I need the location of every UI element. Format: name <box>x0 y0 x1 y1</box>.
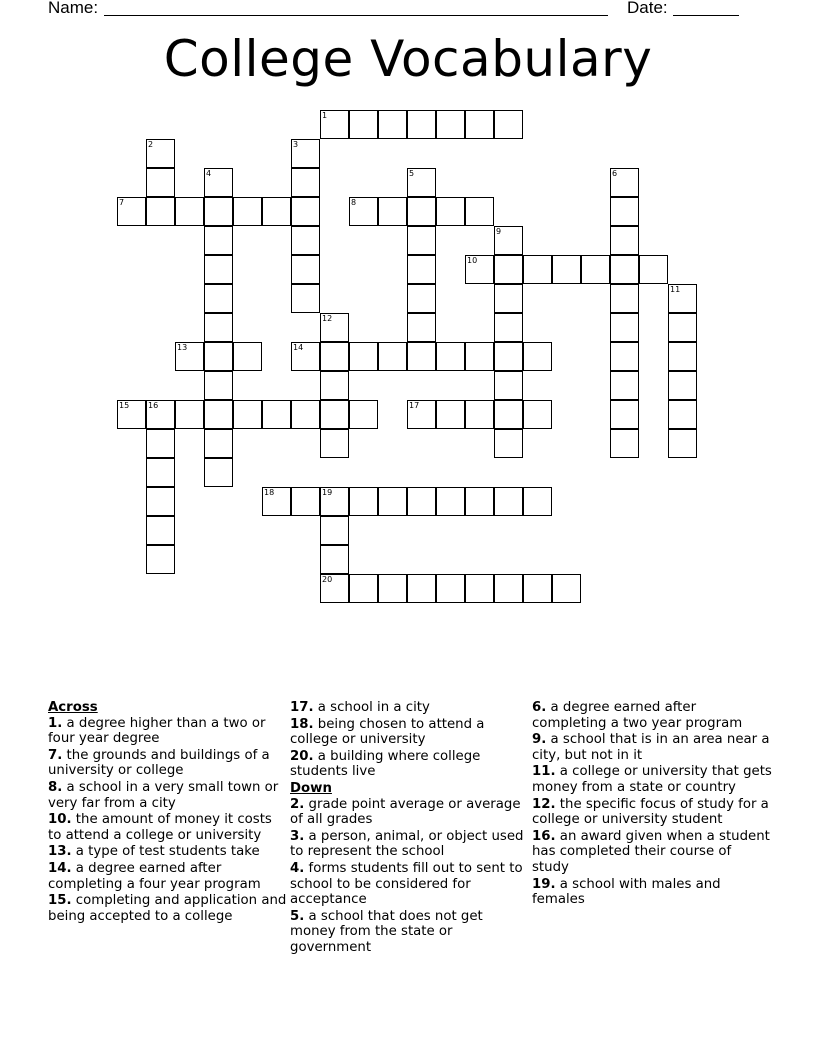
down-heading: Down <box>290 780 332 796</box>
crossword-cell[interactable] <box>117 400 146 429</box>
down-clue <box>532 764 772 795</box>
clue-number: 20 <box>322 575 333 584</box>
crossword-cell[interactable] <box>552 574 581 603</box>
name-label: Name: <box>48 0 99 17</box>
clue-text: the amount of money it costs to attend a college or university <box>48 812 272 843</box>
down-clue <box>290 797 530 828</box>
down-clue <box>532 732 772 763</box>
crossword-cell[interactable] <box>494 371 523 400</box>
crossword-cell[interactable] <box>320 429 349 458</box>
crossword-cell[interactable] <box>523 342 552 371</box>
crossword-cell[interactable] <box>378 110 407 139</box>
crossword-cell[interactable] <box>204 458 233 487</box>
clue-number-label: 2. <box>290 796 305 812</box>
crossword-cell[interactable] <box>610 371 639 400</box>
crossword-cell[interactable] <box>610 226 639 255</box>
across-clue <box>290 717 530 748</box>
clue-text: a school in a very small town or very far from a city <box>48 779 279 811</box>
crossword-cell[interactable] <box>378 197 407 226</box>
clue-number-label: 16. <box>532 828 556 844</box>
crossword-cell[interactable] <box>146 429 175 458</box>
crossword-cell[interactable] <box>146 487 175 516</box>
clue-text: an award given when a student has completed their course of study <box>532 828 770 875</box>
crossword-cell[interactable] <box>204 429 233 458</box>
crossword-cell[interactable] <box>465 255 494 284</box>
clue-number: 18 <box>264 488 275 497</box>
crossword-cell[interactable] <box>668 429 697 458</box>
crossword-cell[interactable] <box>523 255 552 284</box>
crossword-cell[interactable] <box>146 168 175 197</box>
clue-number-label: 3. <box>290 828 305 844</box>
crossword-cell[interactable] <box>523 487 552 516</box>
clue-number: 19 <box>322 488 333 497</box>
crossword-cell[interactable] <box>465 574 494 603</box>
clue-number-label: 18. <box>290 716 314 732</box>
clue-text: a college or university that gets money from a state or country <box>532 764 772 795</box>
crossword-cell[interactable] <box>204 313 233 342</box>
page-title: College Vocabulary <box>163 30 653 88</box>
clue-text: a degree higher than a two or four year degree <box>48 715 266 747</box>
crossword-cell[interactable] <box>407 197 436 226</box>
down-clue <box>290 909 530 956</box>
clue-number: 6 <box>612 169 618 178</box>
clue-text: a type of test students take <box>75 844 260 860</box>
clue-number: 11 <box>670 285 681 294</box>
crossword-cell[interactable] <box>465 487 494 516</box>
clue-number-label: 5. <box>290 908 305 924</box>
crossword-cell[interactable] <box>349 197 378 226</box>
crossword-cell[interactable] <box>146 545 175 574</box>
crossword-cell[interactable] <box>494 574 523 603</box>
crossword-cell[interactable] <box>233 400 262 429</box>
crossword-cell[interactable] <box>436 400 465 429</box>
crossword-cell[interactable] <box>407 487 436 516</box>
crossword-cell[interactable] <box>291 168 320 197</box>
date-label: Date: <box>627 0 668 17</box>
clue-number-label: 14. <box>48 860 72 876</box>
crossword-cell[interactable] <box>494 110 523 139</box>
clue-text: being chosen to attend a college or university <box>290 716 485 748</box>
clue-number-label: 12. <box>532 796 556 812</box>
crossword-cell[interactable] <box>204 255 233 284</box>
clue-number-label: 7. <box>48 747 63 763</box>
crossword-cell[interactable] <box>291 342 320 371</box>
across-clue-list-cont <box>290 700 530 780</box>
clue-number: 13 <box>177 343 188 352</box>
clue-number-label: 19. <box>532 876 556 892</box>
crossword-cell[interactable] <box>204 226 233 255</box>
crossword-cell[interactable] <box>233 197 262 226</box>
clue-text: a person, animal, or object used to represent the school <box>290 828 524 860</box>
clue-text: forms students fill out to sent to school to be considered for acceptance <box>290 860 523 908</box>
crossword-cell[interactable] <box>610 197 639 226</box>
crossword-cell[interactable] <box>349 487 378 516</box>
clue-text: completing and application and being accepted to a college <box>48 893 287 924</box>
crossword-cell[interactable] <box>407 255 436 284</box>
crossword-cell[interactable] <box>494 400 523 429</box>
across-clue <box>48 861 288 892</box>
clue-text: grade point average or average of all grades <box>290 796 521 828</box>
crossword-cell[interactable] <box>262 487 291 516</box>
crossword-cell[interactable] <box>639 255 668 284</box>
crossword-cell[interactable] <box>291 400 320 429</box>
crossword-cell[interactable] <box>465 197 494 226</box>
crossword-cell[interactable] <box>668 284 697 313</box>
across-clue <box>48 893 288 924</box>
across-clue <box>48 780 288 811</box>
crossword-cell[interactable] <box>668 400 697 429</box>
clue-number-label: 11. <box>532 764 556 780</box>
crossword-cell[interactable] <box>175 197 204 226</box>
clue-text: a degree earned after completing a four year program <box>48 860 261 892</box>
clues-column-2 <box>290 700 530 957</box>
crossword-cell[interactable] <box>175 400 204 429</box>
crossword-cell[interactable] <box>494 313 523 342</box>
crossword-cell[interactable] <box>320 400 349 429</box>
crossword-cell[interactable] <box>610 400 639 429</box>
across-clue-list <box>48 716 288 925</box>
crossword-cell[interactable] <box>378 342 407 371</box>
clue-text: a school that is in an area near a city, but not in it <box>532 732 770 763</box>
clue-text: a degree earned after completing a two year program <box>532 700 743 731</box>
crossword-cell[interactable] <box>610 284 639 313</box>
crossword-cell[interactable] <box>349 342 378 371</box>
crossword-cell[interactable] <box>523 400 552 429</box>
crossword-cell[interactable] <box>610 255 639 284</box>
across-clue <box>290 700 530 716</box>
down-clue <box>532 700 772 731</box>
crossword-cell[interactable] <box>494 342 523 371</box>
crossword-cell[interactable] <box>291 197 320 226</box>
crossword-cell[interactable] <box>146 400 175 429</box>
crossword-cell[interactable] <box>407 400 436 429</box>
crossword-cell[interactable] <box>204 284 233 313</box>
crossword-cell[interactable] <box>117 197 146 226</box>
crossword-cell[interactable] <box>204 197 233 226</box>
crossword-cell[interactable] <box>320 110 349 139</box>
clue-number-label: 1. <box>48 715 63 731</box>
crossword-cell[interactable] <box>610 168 639 197</box>
clue-text: the grounds and buildings of a university or college <box>48 747 270 779</box>
crossword-cell[interactable] <box>291 487 320 516</box>
crossword-cell[interactable] <box>407 342 436 371</box>
down-clue <box>290 861 530 908</box>
crossword-cell[interactable] <box>262 197 291 226</box>
crossword-cell[interactable] <box>320 574 349 603</box>
clue-text: a school that does not get money from the state or government <box>290 908 483 955</box>
clue-text: the specific focus of study for a college or university student <box>532 796 769 828</box>
down-clue-list-cont <box>532 700 772 908</box>
crossword-cell[interactable] <box>494 487 523 516</box>
crossword-cell[interactable] <box>407 574 436 603</box>
clue-number: 9 <box>496 227 502 236</box>
clues-column-1 <box>48 700 288 925</box>
clue-number: 10 <box>467 256 478 265</box>
crossword-cell[interactable] <box>175 342 204 371</box>
crossword-cell[interactable] <box>320 487 349 516</box>
crossword-cell[interactable] <box>494 284 523 313</box>
clue-number: 7 <box>119 198 125 207</box>
clue-number-label: 8. <box>48 779 63 795</box>
crossword-cell[interactable] <box>436 197 465 226</box>
crossword-cell[interactable] <box>436 342 465 371</box>
crossword-cell[interactable] <box>436 487 465 516</box>
crossword-cell[interactable] <box>146 197 175 226</box>
across-heading: Across <box>48 700 98 715</box>
crossword-cell[interactable] <box>378 574 407 603</box>
clue-number-label: 13. <box>48 844 72 860</box>
crossword-cell[interactable] <box>436 110 465 139</box>
crossword-cell[interactable] <box>378 487 407 516</box>
crossword-cell[interactable] <box>233 342 262 371</box>
crossword-cell[interactable] <box>407 110 436 139</box>
clue-number-label: 10. <box>48 812 72 828</box>
crossword-cell[interactable] <box>204 342 233 371</box>
crossword-cell[interactable] <box>407 226 436 255</box>
across-clue <box>48 748 288 779</box>
crossword-cell[interactable] <box>349 110 378 139</box>
crossword-cell[interactable] <box>668 371 697 400</box>
across-clue <box>48 812 288 843</box>
crossword-cell[interactable] <box>494 226 523 255</box>
across-clue <box>48 716 288 747</box>
crossword-cell[interactable] <box>465 400 494 429</box>
clue-number: 12 <box>322 314 333 323</box>
clue-number: 17 <box>409 401 420 410</box>
crossword-cell[interactable] <box>291 139 320 168</box>
crossword-cell[interactable] <box>262 400 291 429</box>
crossword-cell[interactable] <box>668 313 697 342</box>
crossword-cell[interactable] <box>407 284 436 313</box>
clue-number: 14 <box>293 343 304 352</box>
crossword-cell[interactable] <box>291 284 320 313</box>
crossword-cell[interactable] <box>320 342 349 371</box>
down-clue <box>532 829 772 876</box>
clue-number: 1 <box>322 111 328 120</box>
clue-number-label: 9. <box>532 732 547 748</box>
clue-number: 8 <box>351 198 357 207</box>
crossword-cell[interactable] <box>146 516 175 545</box>
crossword-cell[interactable] <box>320 545 349 574</box>
crossword-cell[interactable] <box>204 400 233 429</box>
clue-number: 3 <box>293 140 299 149</box>
across-clue <box>290 749 530 780</box>
crossword-cell[interactable] <box>552 255 581 284</box>
clue-number-label: 6. <box>532 700 547 715</box>
down-clue <box>532 877 772 908</box>
crossword-cell[interactable] <box>581 255 610 284</box>
crossword-cell[interactable] <box>146 458 175 487</box>
clue-number: 4 <box>206 169 212 178</box>
clue-number-label: 20. <box>290 748 314 764</box>
clue-number: 5 <box>409 169 415 178</box>
crossword-cell[interactable] <box>349 400 378 429</box>
crossword-cell[interactable] <box>291 255 320 284</box>
crossword-cell[interactable] <box>320 313 349 342</box>
crossword-cell[interactable] <box>291 226 320 255</box>
clue-number-label: 15. <box>48 893 72 909</box>
clues-column-3 <box>532 700 772 909</box>
clue-text: a school in a city <box>317 700 430 715</box>
crossword-cell[interactable] <box>610 313 639 342</box>
crossword-cell[interactable] <box>320 371 349 400</box>
clue-text: a school with males and females <box>532 876 721 908</box>
crossword-cell[interactable] <box>465 342 494 371</box>
down-clue <box>532 797 772 828</box>
clue-number: 2 <box>148 140 154 149</box>
clue-text: a building where college students live <box>290 748 481 780</box>
crossword-cell[interactable] <box>436 574 465 603</box>
crossword-cell[interactable] <box>668 342 697 371</box>
crossword-cell[interactable] <box>407 168 436 197</box>
clue-number-label: 4. <box>290 860 305 876</box>
crossword-cell[interactable] <box>146 139 175 168</box>
crossword-cell[interactable] <box>204 371 233 400</box>
crossword-cell[interactable] <box>320 516 349 545</box>
crossword-cell[interactable] <box>494 429 523 458</box>
clue-number-label: 17. <box>290 700 314 715</box>
crossword-cell[interactable] <box>523 574 552 603</box>
clue-number: 15 <box>119 401 130 410</box>
crossword-cell[interactable] <box>407 313 436 342</box>
across-clue <box>48 844 288 860</box>
down-clue <box>290 829 530 860</box>
down-clue-list <box>290 797 530 956</box>
crossword-cell[interactable] <box>494 255 523 284</box>
crossword-cell[interactable] <box>610 429 639 458</box>
crossword-cell[interactable] <box>204 168 233 197</box>
crossword-cell[interactable] <box>610 342 639 371</box>
crossword-cell[interactable] <box>349 574 378 603</box>
clue-number: 16 <box>148 401 159 410</box>
crossword-cell[interactable] <box>465 110 494 139</box>
